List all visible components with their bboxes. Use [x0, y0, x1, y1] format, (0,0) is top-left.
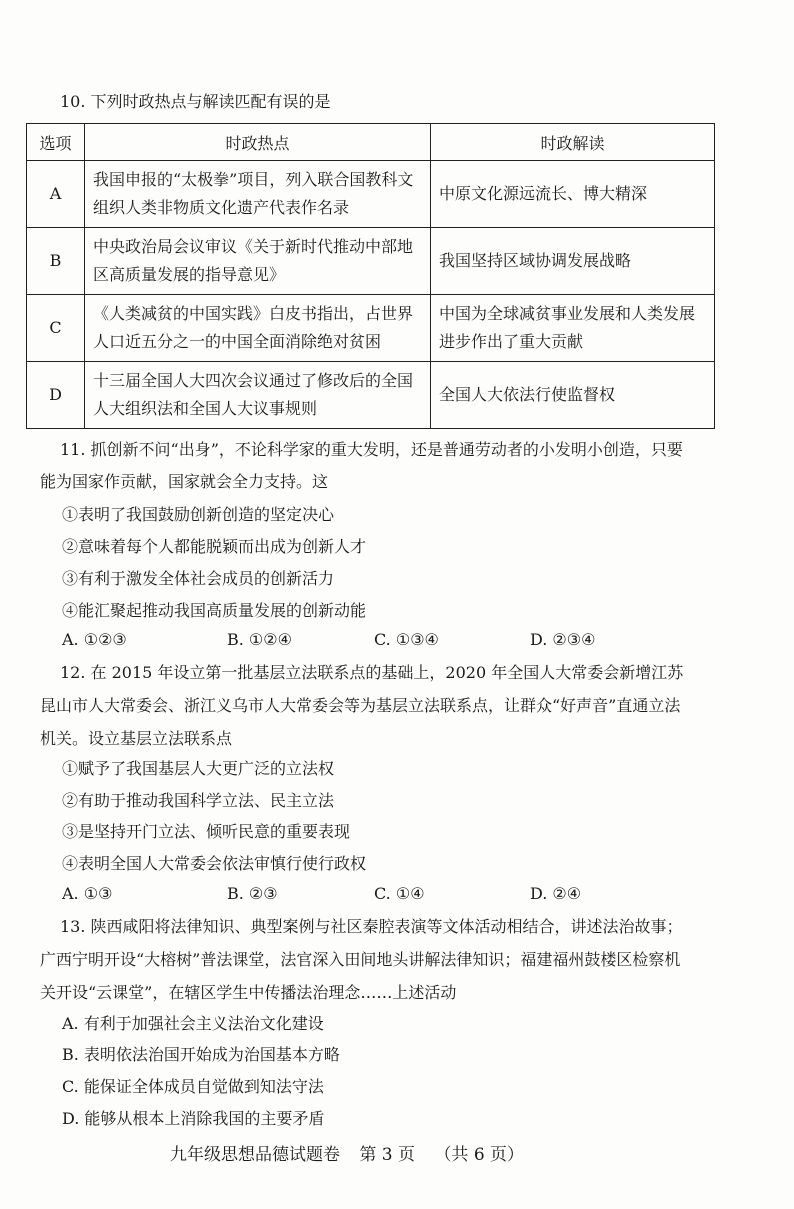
- q13-stem-line-1: 13. 陕西咸阳将法律知识、典型案例与社区秦腔表演等文体活动相结合，讲述法治故事；: [60, 917, 683, 936]
- row-interpretation: 中原文化源远流长、博大精深: [431, 161, 715, 228]
- table-header-row: [27, 124, 715, 161]
- q12-item-2: ②有助于推动我国科学立法、民主立法: [62, 791, 335, 810]
- q11-item-1: ①表明了我国鼓励创新创造的坚定决心: [62, 505, 335, 524]
- header-option: 选项: [27, 124, 85, 161]
- row-option: B: [27, 228, 85, 295]
- q12-item-3: ③是坚持开门立法、倾听民意的重要表现: [62, 822, 351, 841]
- row-hotspot: 十三届全国人大四次会议通过了修改后的全国人大组织法和全国人大议事规则: [85, 362, 431, 429]
- q13-option-c: C. 能保证全体成员自觉做到知法守法: [62, 1077, 324, 1096]
- q12-stem-line-2: 昆山市人大常委会、浙江义乌市人大常委会等为基层立法联系点，让群众“好声音”直通立法: [40, 696, 681, 715]
- row-interpretation: 我国坚持区域协调发展战略: [431, 228, 715, 295]
- page-total: （共 6 页）: [434, 1145, 525, 1165]
- q12-item-1: ①赋予了我国基层人大更广泛的立法权: [62, 759, 335, 778]
- q12-item-4: ④表明全国人大常委会依法审慎行使行政权: [62, 854, 367, 873]
- page-number: 第 3 页: [359, 1145, 416, 1165]
- row-hotspot: 《人类减贫的中国实践》白皮书指出，占世界人口近五分之一的中国全面消除绝对贫困: [85, 295, 431, 362]
- choice-c: C. ①③④: [374, 630, 439, 649]
- q13-stem-line-3: 关开设“云课堂”，在辖区学生中传播法治理念……上述活动: [40, 983, 457, 1002]
- choice-d: D. ②④: [530, 884, 582, 903]
- q11-item-2: ②意味着每个人都能脱颖而出成为创新人才: [62, 537, 367, 556]
- row-option: D: [27, 362, 85, 429]
- q11-stem-line-2: 能为国家作贡献，国家就会全力支持。这: [40, 472, 329, 491]
- q13-option-b: B. 表明依法治国开始成为治国基本方略: [62, 1045, 340, 1064]
- table-row: [27, 362, 715, 429]
- choice-b: B. ①②④: [227, 630, 292, 649]
- q10-table: [26, 123, 715, 429]
- q13-stem-line-2: 广西宁明开设“大榕树”普法课堂，法官深入田间地头讲解法律知识；福建福州鼓楼区检察机: [40, 950, 681, 969]
- row-hotspot: 中央政治局会议审议《关于新时代推动中部地区高质量发展的指导意见》: [85, 228, 431, 295]
- exam-title: 九年级思想品德试题卷: [170, 1145, 340, 1165]
- table-row: [27, 295, 715, 362]
- table-row: [27, 228, 715, 295]
- q11-item-3: ③有利于激发全体社会成员的创新活力: [62, 569, 335, 588]
- header-hotspot: 时政热点: [85, 124, 431, 161]
- choice-c: C. ①④: [374, 884, 425, 903]
- table-row: [27, 161, 715, 228]
- q13-option-a: A. 有利于加强社会主义法治文化建设: [62, 1014, 324, 1033]
- q12-stem-line-3: 机关。设立基层立法联系点: [40, 729, 233, 748]
- q12-stem-line-1: 12. 在 2015 年设立第一批基层立法联系点的基础上，2020 年全国人大常委会新增江苏: [60, 663, 684, 682]
- row-interpretation: 中国为全球减贫事业发展和人类发展进步作出了重大贡献: [431, 295, 715, 362]
- choice-b: B. ②③: [227, 884, 278, 903]
- choice-a: A. ①③: [62, 884, 113, 903]
- q10-stem: 10. 下列时政热点与解读匹配有误的是: [60, 92, 331, 111]
- row-interpretation: 全国人大依法行使监督权: [431, 362, 715, 429]
- q11-item-4: ④能汇聚起推动我国高质量发展的创新动能: [62, 601, 367, 620]
- choice-a: A. ①②③: [62, 630, 127, 649]
- q13-option-d: D. 能够从根本上消除我国的主要矛盾: [62, 1109, 325, 1128]
- row-option: C: [27, 295, 85, 362]
- q11-stem-line-1: 11. 抓创新不问“出身”，不论科学家的重大发明，还是普通劳动者的小发明小创造，只要: [60, 440, 683, 459]
- choice-d: D. ②③④: [530, 630, 596, 649]
- header-interpretation: 时政解读: [431, 124, 715, 161]
- row-option: A: [27, 161, 85, 228]
- row-hotspot: 我国申报的“太极拳”项目，列入联合国教科文组织人类非物质文化遗产代表作名录: [85, 161, 431, 228]
- page-footer: [170, 1140, 538, 1165]
